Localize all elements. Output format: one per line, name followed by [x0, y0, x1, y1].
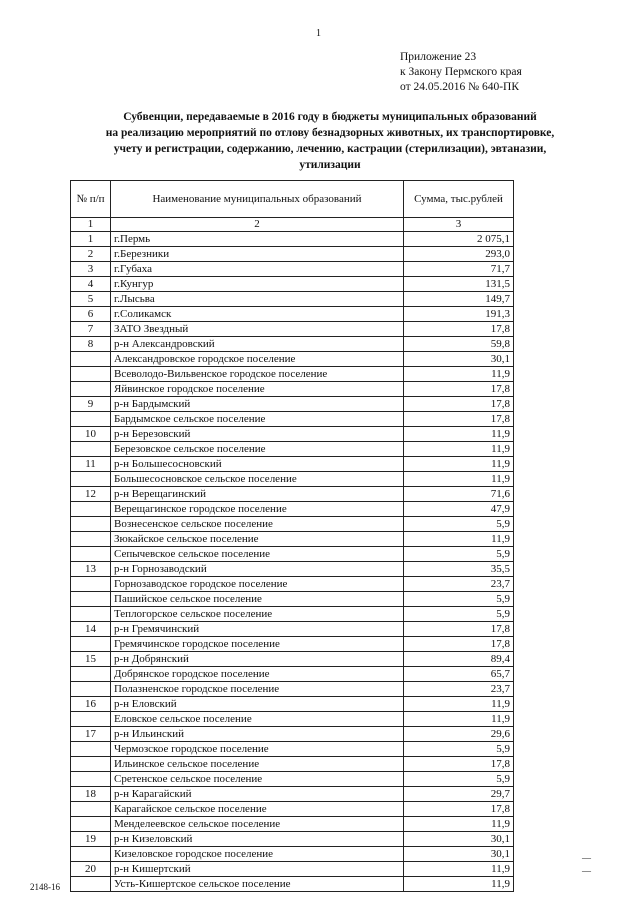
row-name: Вознесенское сельское поселение	[111, 517, 404, 532]
row-number: 9	[71, 397, 111, 412]
table-row	[71, 622, 514, 637]
row-sum: 71,7	[404, 262, 514, 277]
row-name: г.Лысьва	[111, 292, 404, 307]
row-sum: 17,8	[404, 622, 514, 637]
row-name: ЗАТО Звездный	[111, 322, 404, 337]
subsidy-table	[70, 180, 514, 892]
row-sum: 11,9	[404, 442, 514, 457]
table-row	[71, 307, 514, 322]
row-number: 14	[71, 622, 111, 637]
annex-line-1: Приложение 23	[400, 51, 477, 63]
table-row	[71, 682, 514, 697]
row-name: Теплогорское сельское поселение	[111, 607, 404, 622]
row-sum: 11,9	[404, 817, 514, 832]
row-sum: 11,9	[404, 472, 514, 487]
row-number: 3	[71, 262, 111, 277]
row-sum: 11,9	[404, 697, 514, 712]
row-number	[71, 667, 111, 682]
row-name: р-н Бардымский	[111, 397, 404, 412]
index-cell: 2	[111, 218, 404, 232]
table-row	[71, 652, 514, 667]
row-sum: 11,9	[404, 427, 514, 442]
header-num: № п/п	[71, 181, 111, 218]
row-name: р-н Александровский	[111, 337, 404, 352]
row-name: Бардымское сельское поселение	[111, 412, 404, 427]
row-name: Зюкайское сельское поселение	[111, 532, 404, 547]
row-number	[71, 502, 111, 517]
row-name: р-н Добрянский	[111, 652, 404, 667]
row-number: 13	[71, 562, 111, 577]
row-sum: 5,9	[404, 772, 514, 787]
row-number	[71, 442, 111, 457]
table-row	[71, 577, 514, 592]
row-number	[71, 712, 111, 727]
row-name: р-н Карагайский	[111, 787, 404, 802]
row-name: р-н Еловский	[111, 697, 404, 712]
table-row	[71, 247, 514, 262]
row-sum: 5,9	[404, 592, 514, 607]
row-number: 18	[71, 787, 111, 802]
table-row	[71, 337, 514, 352]
row-sum: 17,8	[404, 802, 514, 817]
margin-mark: —	[582, 853, 591, 863]
row-number: 6	[71, 307, 111, 322]
row-sum: 23,7	[404, 577, 514, 592]
row-sum: 59,8	[404, 337, 514, 352]
table-row	[71, 532, 514, 547]
row-name: Кизеловское городское поселение	[111, 847, 404, 862]
row-name: р-н Горнозаводский	[111, 562, 404, 577]
row-number: 2	[71, 247, 111, 262]
row-sum: 2 075,1	[404, 232, 514, 247]
row-sum: 30,1	[404, 847, 514, 862]
row-name: р-н Кишертский	[111, 862, 404, 877]
row-number	[71, 367, 111, 382]
row-number	[71, 352, 111, 367]
row-number	[71, 517, 111, 532]
table-row	[71, 412, 514, 427]
row-number	[71, 742, 111, 757]
annex-line-3: от 24.05.2016 № 640-ПК	[400, 81, 520, 93]
table-row	[71, 232, 514, 247]
row-name: р-н Верещагинский	[111, 487, 404, 502]
title-line-2: на реализацию мероприятий по отлову безнадзорных животных, их транспортировке,	[105, 127, 555, 139]
row-sum: 11,9	[404, 457, 514, 472]
row-sum: 17,8	[404, 637, 514, 652]
row-name: Большесосновское сельское поселение	[111, 472, 404, 487]
table-row	[71, 547, 514, 562]
row-sum: 11,9	[404, 862, 514, 877]
row-name: р-н Березовский	[111, 427, 404, 442]
row-number: 8	[71, 337, 111, 352]
row-number: 10	[71, 427, 111, 442]
row-number	[71, 577, 111, 592]
table-row	[71, 832, 514, 847]
row-sum: 293,0	[404, 247, 514, 262]
row-name: г.Пермь	[111, 232, 404, 247]
row-name: г.Соликамск	[111, 307, 404, 322]
row-number	[71, 382, 111, 397]
table-row	[71, 802, 514, 817]
row-name: Яйвинское городское поселение	[111, 382, 404, 397]
row-number	[71, 757, 111, 772]
row-number	[71, 592, 111, 607]
table-row	[71, 637, 514, 652]
row-sum: 191,3	[404, 307, 514, 322]
row-name: Добрянское городское поселение	[111, 667, 404, 682]
row-sum: 11,9	[404, 877, 514, 892]
table-row	[71, 847, 514, 862]
table-header-row	[71, 181, 514, 218]
table-row	[71, 697, 514, 712]
table-row	[71, 502, 514, 517]
row-number	[71, 817, 111, 832]
row-name: г.Березники	[111, 247, 404, 262]
row-number: 5	[71, 292, 111, 307]
row-name: р-н Гремячинский	[111, 622, 404, 637]
table-row	[71, 592, 514, 607]
table-row	[71, 262, 514, 277]
row-name: Горнозаводское городское поселение	[111, 577, 404, 592]
row-sum: 11,9	[404, 712, 514, 727]
row-name: Менделеевское сельское поселение	[111, 817, 404, 832]
row-sum: 29,7	[404, 787, 514, 802]
table-row	[71, 382, 514, 397]
table-row	[71, 667, 514, 682]
row-number	[71, 532, 111, 547]
row-name: р-н Кизеловский	[111, 832, 404, 847]
table-row	[71, 772, 514, 787]
row-name: Ильинское сельское поселение	[111, 757, 404, 772]
table-row	[71, 367, 514, 382]
table-row	[71, 517, 514, 532]
row-number	[71, 772, 111, 787]
row-number	[71, 877, 111, 892]
table-row	[71, 787, 514, 802]
row-sum: 5,9	[404, 607, 514, 622]
row-name: Усть-Кишертское сельское поселение	[111, 877, 404, 892]
title-line-3: учету и регистрации, содержанию, лечению, кастрации (стерилизации), эвтаназии,	[113, 143, 547, 155]
row-sum: 17,8	[404, 382, 514, 397]
row-number: 12	[71, 487, 111, 502]
table-index-row	[71, 218, 514, 232]
row-name: г.Кунгур	[111, 277, 404, 292]
row-number	[71, 412, 111, 427]
row-number	[71, 682, 111, 697]
index-cell: 1	[71, 218, 111, 232]
table-row	[71, 292, 514, 307]
table-row	[71, 277, 514, 292]
row-number	[71, 802, 111, 817]
row-name: Карагайское сельское поселение	[111, 802, 404, 817]
annex-line-2: к Закону Пермского края	[400, 66, 522, 78]
row-sum: 30,1	[404, 352, 514, 367]
row-number	[71, 607, 111, 622]
row-name: Пашийское сельское поселение	[111, 592, 404, 607]
row-number: 20	[71, 862, 111, 877]
page-number: 1	[316, 28, 321, 39]
row-number: 16	[71, 697, 111, 712]
row-sum: 149,7	[404, 292, 514, 307]
row-sum: 65,7	[404, 667, 514, 682]
table-row	[71, 562, 514, 577]
footer-code: 2148-16	[30, 882, 60, 892]
row-sum: 131,5	[404, 277, 514, 292]
row-sum: 11,9	[404, 532, 514, 547]
title-line-4: утилизации	[299, 159, 361, 171]
header-sum: Сумма, тыс.рублей	[404, 181, 514, 218]
table-row	[71, 757, 514, 772]
table-row	[71, 427, 514, 442]
row-name: Александровское городское поселение	[111, 352, 404, 367]
row-number	[71, 847, 111, 862]
table-row	[71, 877, 514, 892]
table-row	[71, 397, 514, 412]
row-name: Сепычевское сельское поселение	[111, 547, 404, 562]
table-row	[71, 472, 514, 487]
row-sum: 89,4	[404, 652, 514, 667]
row-number	[71, 472, 111, 487]
row-sum: 30,1	[404, 832, 514, 847]
row-sum: 35,5	[404, 562, 514, 577]
row-number	[71, 547, 111, 562]
table-row	[71, 862, 514, 877]
row-name: Чермозское городское поселение	[111, 742, 404, 757]
header-name: Наименование муниципальных образований	[111, 181, 404, 218]
document-title	[40, 109, 620, 173]
row-sum: 5,9	[404, 742, 514, 757]
row-sum: 29,6	[404, 727, 514, 742]
row-name: Гремячинское городское поселение	[111, 637, 404, 652]
row-name: Верещагинское городское поселение	[111, 502, 404, 517]
table-row	[71, 457, 514, 472]
row-sum: 11,9	[404, 367, 514, 382]
row-sum: 17,8	[404, 757, 514, 772]
table-row	[71, 712, 514, 727]
row-name: Еловское сельское поселение	[111, 712, 404, 727]
row-name: Березовское сельское поселение	[111, 442, 404, 457]
row-name: Полазненское городское поселение	[111, 682, 404, 697]
row-sum: 5,9	[404, 547, 514, 562]
table-row	[71, 607, 514, 622]
table-row	[71, 322, 514, 337]
annex-block	[400, 50, 522, 95]
row-name: р-н Большесосновский	[111, 457, 404, 472]
row-sum: 17,8	[404, 397, 514, 412]
row-sum: 5,9	[404, 517, 514, 532]
title-line-1: Субвенции, передаваемые в 2016 году в бюджеты муниципальных образований	[123, 111, 537, 123]
row-number	[71, 637, 111, 652]
row-name: Всеволодо-Вильвенское городское поселение	[111, 367, 404, 382]
row-sum: 17,8	[404, 412, 514, 427]
table-row	[71, 487, 514, 502]
margin-mark: —	[582, 866, 591, 876]
row-sum: 71,6	[404, 487, 514, 502]
row-sum: 23,7	[404, 682, 514, 697]
table-row	[71, 742, 514, 757]
row-number: 4	[71, 277, 111, 292]
row-sum: 17,8	[404, 322, 514, 337]
index-cell: 3	[404, 218, 514, 232]
row-number: 11	[71, 457, 111, 472]
row-sum: 47,9	[404, 502, 514, 517]
row-number: 15	[71, 652, 111, 667]
table-row	[71, 442, 514, 457]
row-name: г.Губаха	[111, 262, 404, 277]
table-row	[71, 727, 514, 742]
row-name: Сретенское сельское поселение	[111, 772, 404, 787]
row-number: 7	[71, 322, 111, 337]
row-number: 17	[71, 727, 111, 742]
row-number: 19	[71, 832, 111, 847]
table-row	[71, 352, 514, 367]
row-number: 1	[71, 232, 111, 247]
table-row	[71, 817, 514, 832]
row-name: р-н Ильинский	[111, 727, 404, 742]
